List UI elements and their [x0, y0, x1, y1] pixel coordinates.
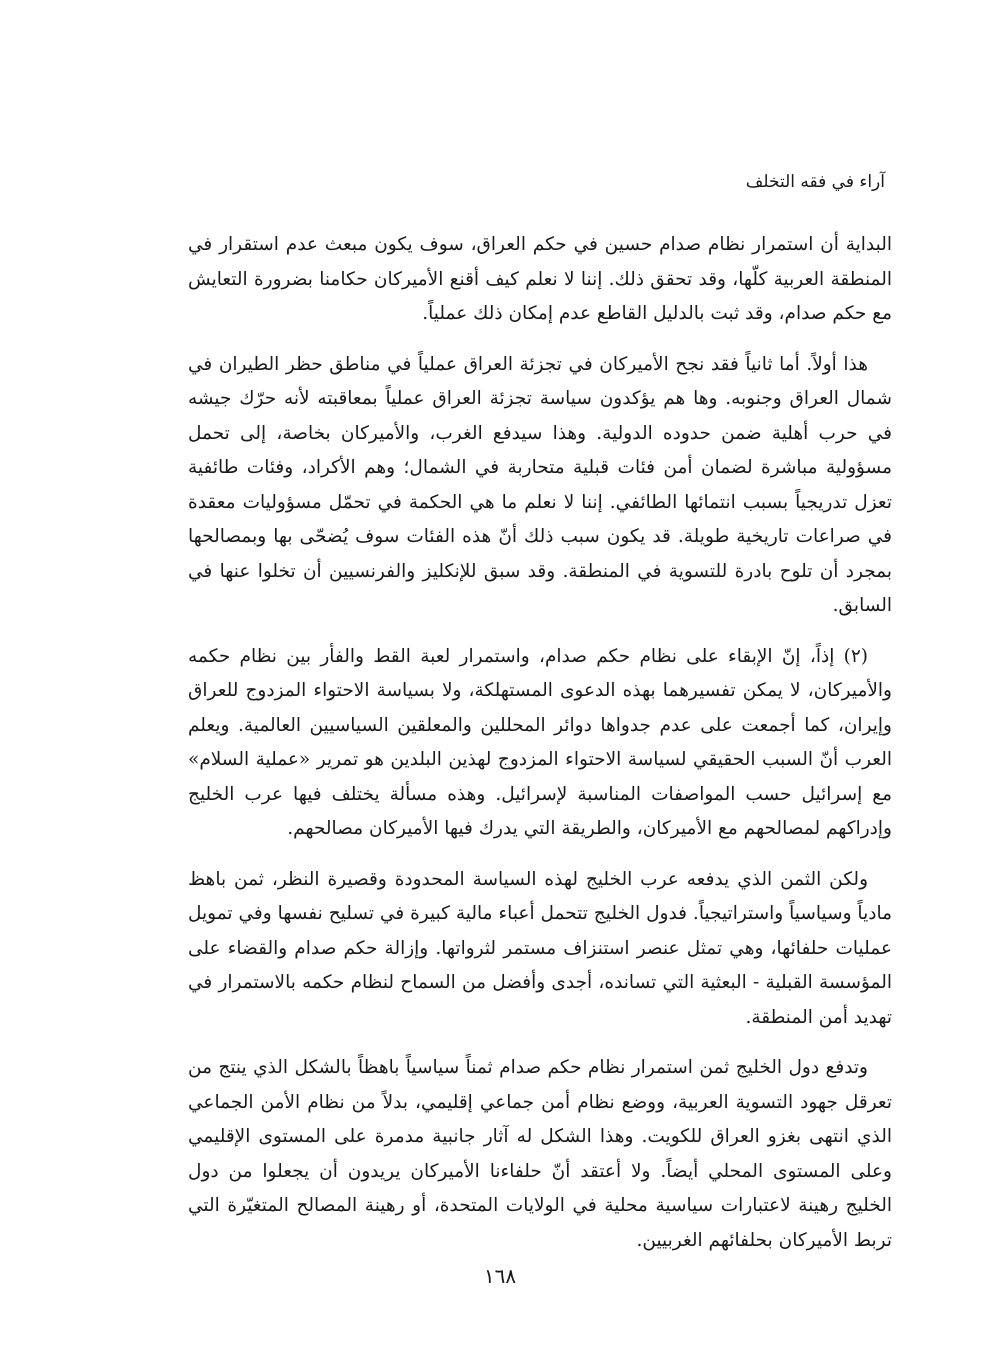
- body-text: [188, 228, 892, 1274]
- paragraph-1: البداية أن استمرار نظام صدام حسين في حكم العراق، سوف يكون مبعث عدم استقرار في المنطقة العربية كلّها، وقد تحقق ذلك. إننا لا نعلم كيف أقنع الأميركان حكامنا بضرورة التعايش مع حكم صدام، وقد ثبت بالدليل القاطع عدم إمكان ذلك عملياً.: [188, 234, 892, 324]
- page-number: ١٦٨: [483, 1264, 517, 1288]
- paragraph-4: ولكن الثمن الذي يدفعه عرب الخليج لهذه السياسة المحدودة وقصيرة النظر، ثمن باهظ مادياً وسياسياً واستراتيجياً. فدول الخليج تتحمل أعباء مالية كبيرة في تسليح نفسها وفي تمويل عمليات حلفائها، وهي تمثل عنصر استنزاف مستمر لثرواتها. وإزالة حكم صدام والقضاء على المؤسسة القبلية - البعثية التي تسانده، أجدى وأفضل من السماح لنظام حكمه بالاستمرار في تهديد أمن المنطقة.: [188, 868, 892, 1028]
- paragraph-3: (٢) إذاً، إنّ الإبقاء على نظام حكم صدام، واستمرار لعبة القط والفأر بين نظام حكمه والأميركان، لا يمكن تفسيرهما بهذه الدعوى المستهلكة، ولا بسياسة الاحتواء المزدوج للعراق وإيران، كما أجمعت على عدم جدواها دوائر المحللين والمعلقين السياسيين العالمية. ويعلم العرب أنّ السبب الحقيقي لسياسة الاحتواء المزدوج لهذين البلدين هو تمرير «عملية السلام» مع إسرائيل حسب المواصفات المناسبة لإسرائيل. وهذه مسألة يختلف فيها عرب الخليج وإدراكهم لمصالحهم مع الأميركان، والطريقة التي يدرك فيها الأميركان مصالحهم.: [188, 645, 892, 839]
- running-header: آراء في فقه التخلف: [745, 172, 885, 192]
- paragraph-2: هذا أولاً. أما ثانياً فقد نجح الأميركان في تجزئة العراق عملياً في مناطق حظر الطيران في شمال العراق وجنوبه. وها هم يؤكدون سياسة تجزئة العراق عملياً بمعاقبته لأنه حرّك جيشه في حرب أهلية ضمن حدوده الدولية. وهذا سيدفع الغرب، والأميركان بخاصة، إلى تحمل مسؤولية مباشرة لضمان أمن فئات قبلية متحاربة في الشمال؛ وهم الأكراد، وفئات طائفية تعزل تدريجياً بسبب انتمائها الطائفي. إننا لا نعلم ما هي الحكمة في تحمّل مسؤوليات معقدة في صراعات تاريخية طويلة. قد يكون سبب ذلك أنّ هذه الفئات سوف يُضحّى بها وبمصالحها بمجرد أن تلوح بادرة للتسوية في المنطقة. وقد سبق للإنكليز والفرنسيين أن تخلوا عنها في السابق.: [188, 353, 892, 616]
- paragraph-5: وتدفع دول الخليج ثمن استمرار نظام حكم صدام ثمناً سياسياً باهظاً بالشكل الذي ينتج من تعرقل جهود التسوية العربية، ووضع نظام أمن جماعي إقليمي، بدلاً من نظام الأمن الجماعي الذي انتهى بغزو العراق للكويت. وهذا الشكل له آثار جانبية مدمرة على المستوى الإقليمي وعلى المستوى المحلي أيضاً. ولا أعتقد أنّ حلفاءنا الأميركان يريدون أن يجعلوا من دول الخليج رهينة لاعتبارات سياسية محلية في الولايات المتحدة، أو رهينة المصالح المتغيّرة التي تربط الأميركان بحلفائهم الغربيين.: [188, 1057, 892, 1251]
